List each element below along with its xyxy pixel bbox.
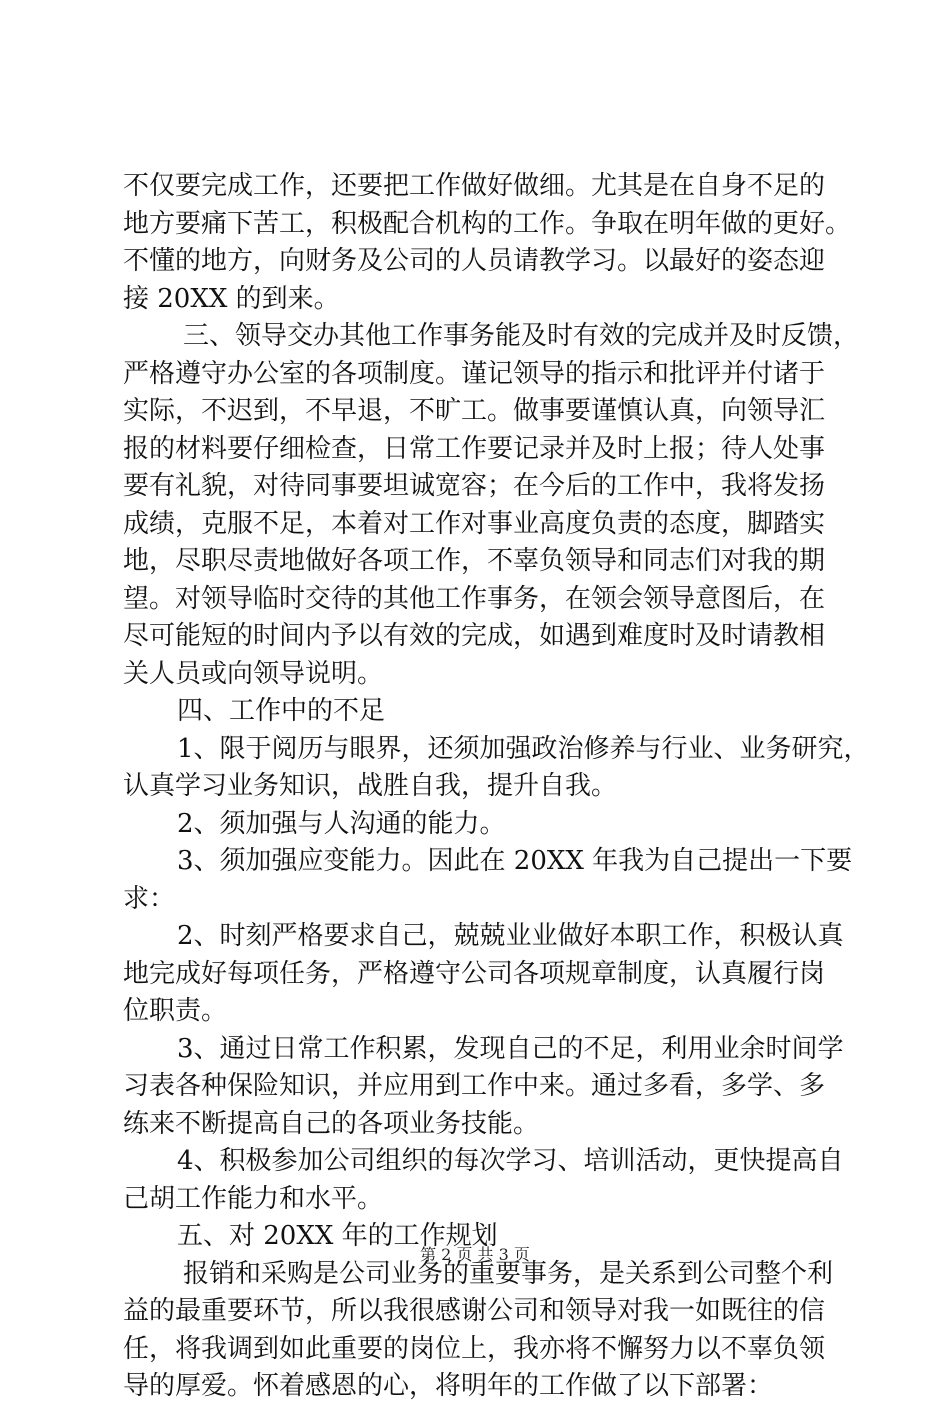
text-line: 不懂的地方，向财务及公司的人员请教学习。以最好的姿态迎 [123,246,826,276]
list-item-line: 1、限于阅历与眼界，还须加强政治修养与行业、业务研究， [177,733,870,764]
text-line: 不仅要完成工作，还要把工作做好做细。尤其是在自身不足的 [123,171,826,201]
list-item-line: 3、须加强应变能力。因此在 20XX 年我为自己提出一下要 [177,846,853,876]
text-line: 接 20XX 的到来。 [123,283,340,314]
text-line: 报销和采购是公司业务的重要事务，是关系到公司整个利 [183,1258,834,1289]
text-line: 地，尽职尽责地做好各项工作，不辜负领导和同志们对我的期 [123,546,826,576]
text-line: 练来不断提高自己的各项业务技能。 [123,1108,540,1139]
text-line: 益的最重要环节，所以我很感谢公司和领导对我一如既往的信 [123,1296,826,1326]
text-line: 尽可能短的时间内予以有效的完成，如遇到难度时及时请教相 [123,621,826,651]
section-heading-line: 三、领导交办其他工作事务能及时有效的完成并及时反馈， [183,321,860,351]
document-body [123,168,870,1406]
text-line: 报的材料要仔细检查，日常工作要记录并及时上报；待人处事 [123,433,826,464]
text-line: 严格遵守办公室的各项制度。谨记领导的指示和批评并付诸于 [123,358,826,389]
text-line: 任，将我调到如此重要的岗位上，我亦将不懈努力以不辜负领 [123,1333,826,1364]
text-line: 求： [123,883,176,914]
text-line: 实际，不迟到，不早退，不旷工。做事要谨慎认真，向领导汇 [123,396,826,426]
list-item-line: 2、须加强与人沟通的能力。 [177,808,506,839]
text-line: 地完成好每项任务，严格遵守公司各项规章制度，认真履行岗 [123,958,826,989]
text-line: 己胡工作能力和水平。 [123,1183,384,1214]
text-line: 关人员或向领导说明。 [123,658,384,689]
text-line: 望。对领导临时交待的其他工作事务，在领会领导意图后，在 [123,583,826,614]
text-line: 地方要痛下苦工，积极配合机构的工作。争取在明年做的更好。 [123,208,852,239]
section-heading: 五、对 20XX 年的工作规划 [177,1221,498,1251]
list-item-line: 3、通过日常工作积累，发现自己的不足，利用业余时间学 [177,1033,844,1064]
text-line: 要有礼貌，对待同事要坦诚宽容；在今后的工作中，我将发扬 [123,471,826,501]
text-line: 导的厚爱。怀着感恩的心，将明年的工作做了以下部署： [123,1371,774,1401]
list-item-line: 4、积极参加公司组织的每次学习、培训活动，更快提高自 [177,1146,844,1176]
section-heading: 四、工作中的不足 [177,696,386,726]
list-item-line: 2、时刻严格要求自己，兢兢业业做好本职工作，积极认真 [177,921,844,951]
page-number-footer: 第 2 页 共 3 页 [420,1245,530,1264]
text-line: 成绩，克服不足，本着对工作对事业高度负责的态度，脚踏实 [123,508,826,539]
text-line: 位职责。 [123,996,228,1026]
text-line: 习表各种保险知识，并应用到工作中来。通过多看，多学、多 [123,1071,826,1101]
text-line: 认真学习业务知识，战胜自我，提升自我。 [123,771,618,801]
